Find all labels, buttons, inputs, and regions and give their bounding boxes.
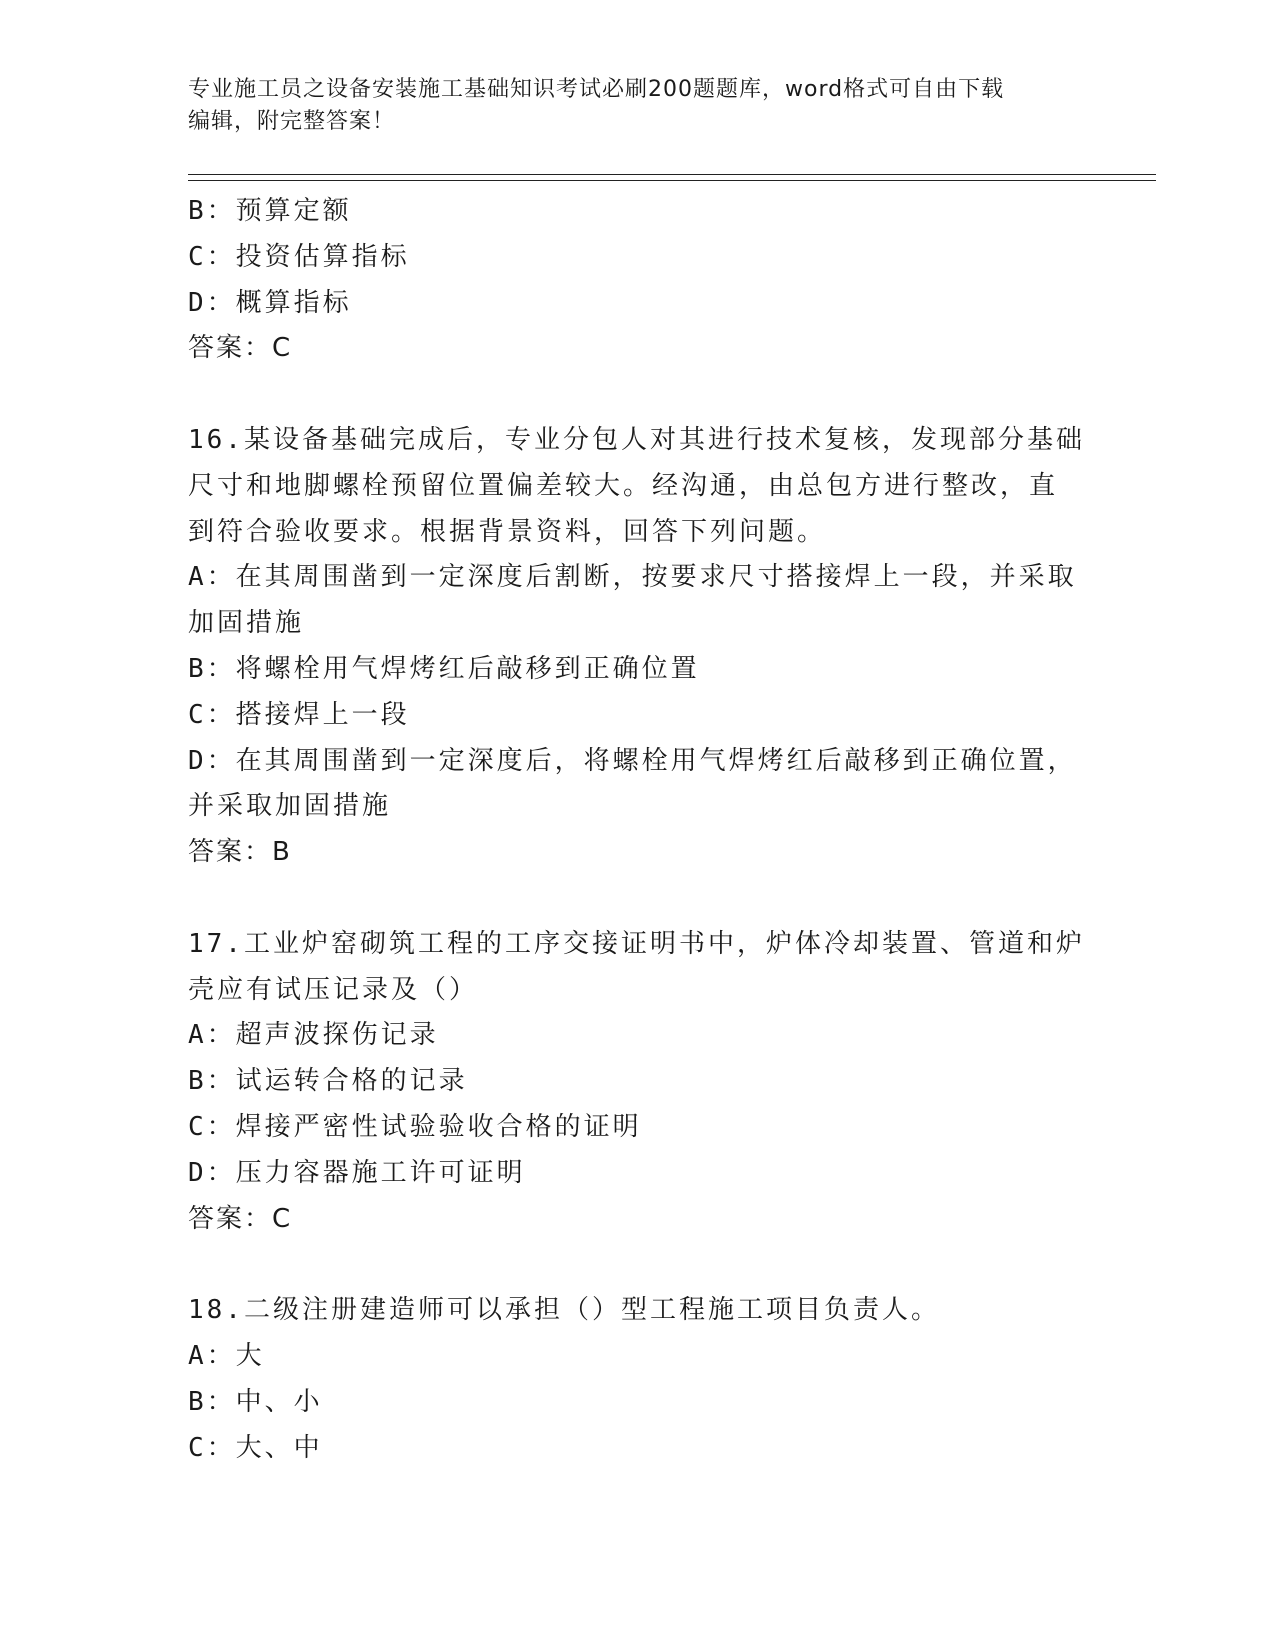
answer: 答案：C xyxy=(188,1203,293,1234)
question-text: 到符合验收要求。根据背景资料，回答下列问题。 xyxy=(188,516,827,547)
question-text: 18.二级注册建造师可以承担（）型工程施工项目负责人。 xyxy=(188,1295,940,1326)
question-17 xyxy=(188,922,1088,1243)
header-line-2: 编辑，附完整答案！ xyxy=(188,109,396,134)
header-divider-top xyxy=(188,174,1156,175)
question-list xyxy=(188,189,1088,1471)
option-d: D：概算指标 xyxy=(188,287,352,318)
option-b: B：中、小 xyxy=(188,1386,323,1417)
option-c: C：投资估算指标 xyxy=(188,241,410,272)
option-a: A：大 xyxy=(188,1340,265,1371)
document-header xyxy=(188,74,1068,138)
question-text: 壳应有试压记录及（） xyxy=(188,974,479,1005)
option-a: A：在其周围凿到一定深度后割断，按要求尺寸搭接焊上一段，并采取 xyxy=(188,562,1077,593)
question-text: 16.某设备基础完成后，专业分包人对其进行技术复核，发现部分基础 xyxy=(188,424,1085,455)
option-d-continued: 并采取加固措施 xyxy=(188,791,392,822)
answer: 答案：B xyxy=(188,837,292,868)
option-b: B：将螺栓用气焊烤红后敲移到正确位置 xyxy=(188,653,700,684)
answer: 答案：C xyxy=(188,333,293,364)
option-c: C：焊接严密性试验验收合格的证明 xyxy=(188,1111,642,1142)
option-a: A：超声波探伤记录 xyxy=(188,1020,439,1051)
question-18 xyxy=(188,1288,1088,1471)
question-15-continuation xyxy=(188,189,1088,372)
option-d: D：在其周围凿到一定深度后，将螺栓用气焊烤红后敲移到正确位置， xyxy=(188,745,1077,776)
question-text: 17.工业炉窑砌筑工程的工序交接证明书中，炉体冷却装置、管道和炉 xyxy=(188,928,1085,959)
question-text: 尺寸和地脚螺栓预留位置偏差较大。经沟通，由总包方进行整改，直 xyxy=(188,470,1059,501)
header-line-1: 专业施工员之设备安装施工基础知识考试必刷200题题库，word格式可自由下载 xyxy=(188,77,1005,102)
option-c: C：大、中 xyxy=(188,1432,323,1463)
option-b: B：预算定额 xyxy=(188,196,352,226)
option-c: C：搭接焊上一段 xyxy=(188,699,410,730)
option-d: D：压力容器施工许可证明 xyxy=(188,1157,526,1188)
question-16 xyxy=(188,418,1088,876)
option-b: B：试运转合格的记录 xyxy=(188,1066,468,1097)
option-a-continued: 加固措施 xyxy=(188,608,305,639)
header-divider-bottom xyxy=(188,180,1156,181)
